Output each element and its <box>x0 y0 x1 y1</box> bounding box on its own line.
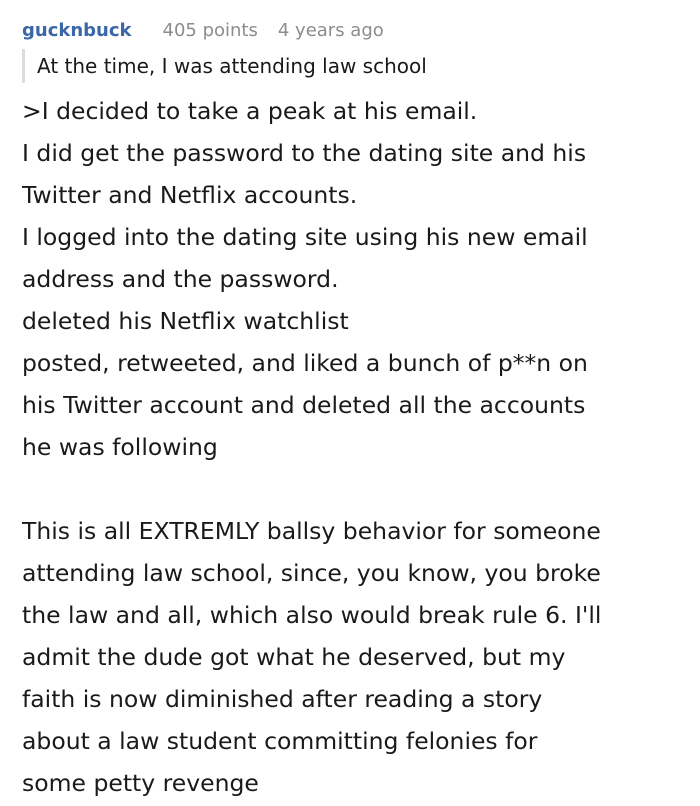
comment-author-link[interactable]: gucknbuck <box>22 20 132 41</box>
comment-line: admit the dude got what he deserved, but my <box>22 643 566 671</box>
comment-line: posted, retweeted, and liked a bunch of p**n on <box>22 349 588 377</box>
comment-line: >I decided to take a peak at his email. <box>22 97 478 125</box>
comment-meta <box>22 18 682 44</box>
comment-line: I logged into the dating site using his new email <box>22 223 588 251</box>
comment <box>22 18 682 804</box>
comment-line: Twitter and Netflix accounts. <box>22 181 358 209</box>
comment-timestamp[interactable]: 4 years ago <box>277 20 384 41</box>
comment-line: some petty revenge <box>22 769 259 797</box>
comment-line: his Twitter account and deleted all the accounts <box>22 391 586 419</box>
comment-line: the law and all, which also would break rule 6. I'll <box>22 601 602 629</box>
comment-line: about a law student committing felonies for <box>22 727 538 755</box>
comment-line: This is all EXTREMLY ballsy behavior for someone <box>22 517 601 545</box>
comment-line: attending law school, since, you know, you broke <box>22 559 601 587</box>
comment-quote: At the time, I was attending law school <box>22 49 682 83</box>
comment-line: I did get the password to the dating site and his <box>22 139 587 167</box>
comment-line: he was following <box>22 433 218 461</box>
comment-line: address and the password. <box>22 265 339 293</box>
comment-line: deleted his Netflix watchlist <box>22 307 349 335</box>
comment-body <box>22 90 682 804</box>
comment-points: 405 points <box>162 20 258 41</box>
comment-line: faith is now diminished after reading a story <box>22 685 543 713</box>
paragraph-break <box>22 468 682 510</box>
